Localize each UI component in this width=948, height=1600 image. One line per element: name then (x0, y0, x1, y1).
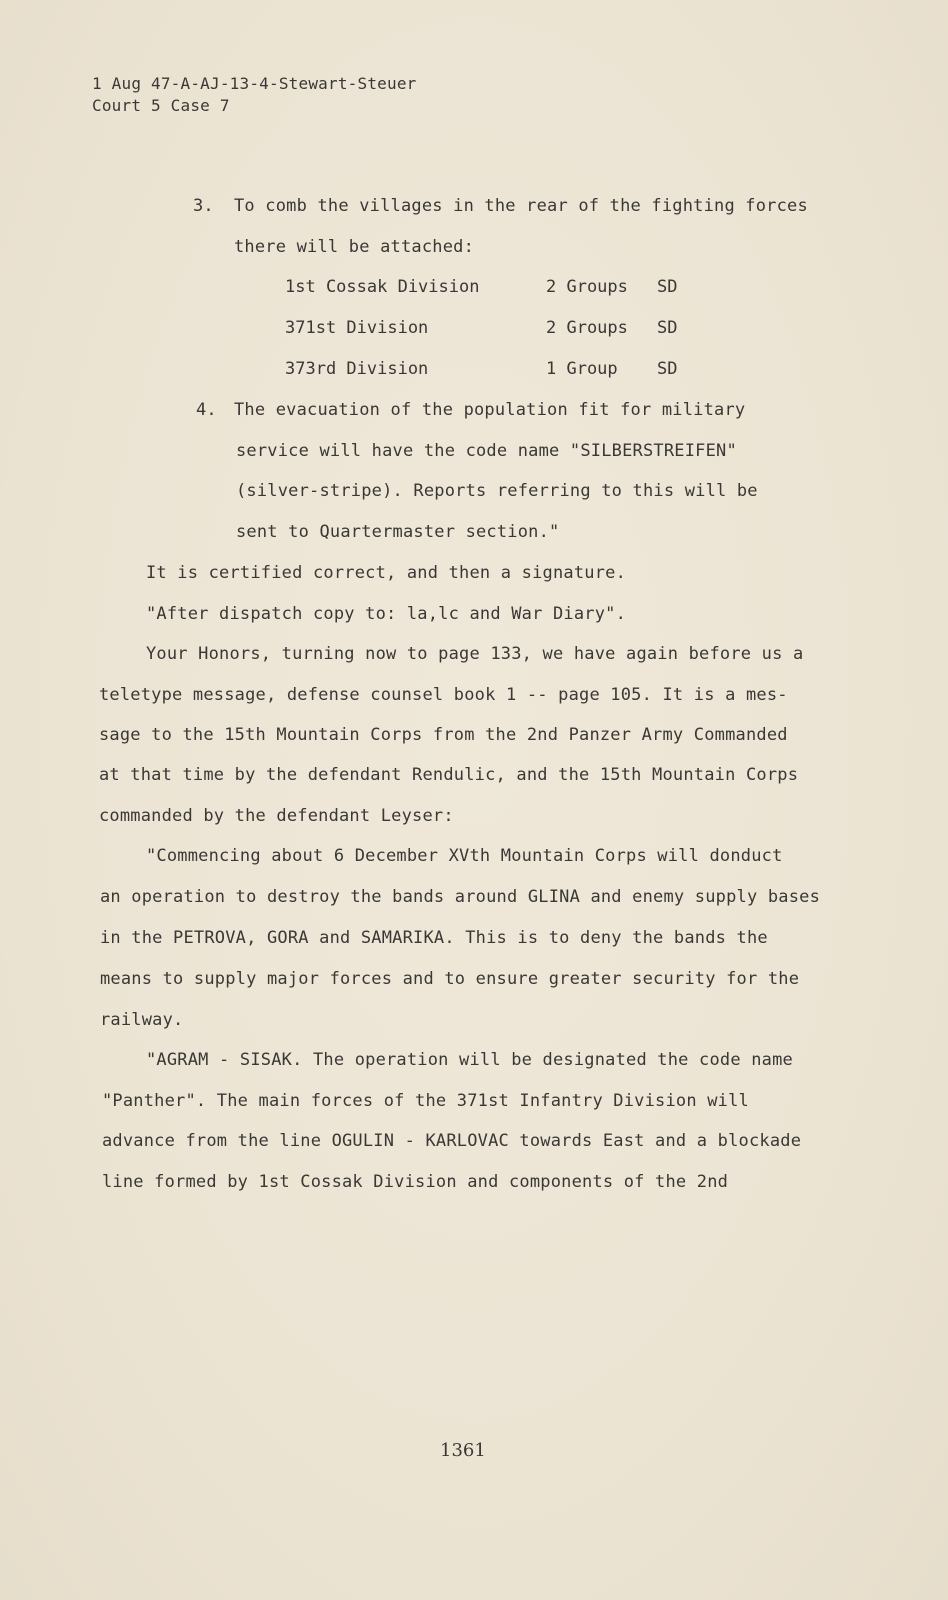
paragraph-line: sage to the 15th Mountain Corps from the 2nd Panzer Army Commanded (99, 725, 788, 745)
attachment-groups: 2 Groups (546, 277, 628, 297)
item-4-line-4: sent to Quartermaster section." (236, 522, 560, 542)
attachment-unit: SD (657, 318, 678, 338)
item-3-line-2: there will be attached: (234, 237, 475, 257)
page-number: 1361 (440, 1440, 486, 1461)
item-4-line-3: (silver-stripe). Reports referring to this will be (236, 481, 758, 501)
paragraph-line: "Commencing about 6 December XVth Mountain Corps will donduct (146, 846, 783, 866)
paragraph-line: teletype message, defense counsel book 1 -- page 105. It is a mes- (99, 685, 788, 705)
attachment-unit: SD (657, 277, 678, 297)
item-3-line-1: To comb the villages in the rear of the fighting forces (234, 196, 808, 216)
paragraph-line: "AGRAM - SISAK. The operation will be designated the code name (146, 1050, 793, 1070)
paragraph-line: at that time by the defendant Rendulic, and the 15th Mountain Corps (99, 765, 799, 785)
item-3-number: 3. (193, 196, 214, 216)
attachment-groups: 2 Groups (546, 318, 628, 338)
paragraph-line: Your Honors, turning now to page 133, we have again before us a (146, 644, 804, 664)
paragraph-line: an operation to destroy the bands around GLINA and enemy supply bases (100, 887, 821, 907)
attachment-groups: 1 Group (546, 359, 618, 379)
paragraph-line: line formed by 1st Cossak Division and components of the 2nd (102, 1172, 729, 1192)
paragraph-line: railway. (100, 1010, 184, 1030)
attachment-unit: SD (657, 359, 678, 379)
paragraph-line: in the PETROVA, GORA and SAMARIKA. This is to deny the bands the (100, 928, 768, 948)
dispatch-line: "After dispatch copy to: la,lc and War Diary". (146, 604, 627, 624)
paragraph-line: commanded by the defendant Leyser: (99, 806, 454, 826)
item-4-line-2: service will have the code name "SILBERSTREIFEN" (236, 441, 737, 461)
certified-line: It is certified correct, and then a signature. (146, 563, 627, 583)
paragraph-line: "Panther". The main forces of the 371st Infantry Division will (102, 1091, 749, 1111)
attachment-division: 1st Cossak Division (285, 277, 480, 297)
item-4-number: 4. (196, 400, 217, 420)
item-4-line-1: The evacuation of the population fit for military (234, 400, 746, 420)
paragraph-line: means to supply major forces and to ensure greater security for the (100, 969, 800, 989)
attachment-division: 371st Division (285, 318, 429, 338)
attachment-division: 373rd Division (285, 359, 429, 379)
header-reference: 1 Aug 47-A-AJ-13-4-Stewart-Steuer (92, 74, 417, 93)
paragraph-line: advance from the line OGULIN - KARLOVAC towards East and a blockade (102, 1131, 802, 1151)
header-court-case: Court 5 Case 7 (92, 96, 230, 115)
